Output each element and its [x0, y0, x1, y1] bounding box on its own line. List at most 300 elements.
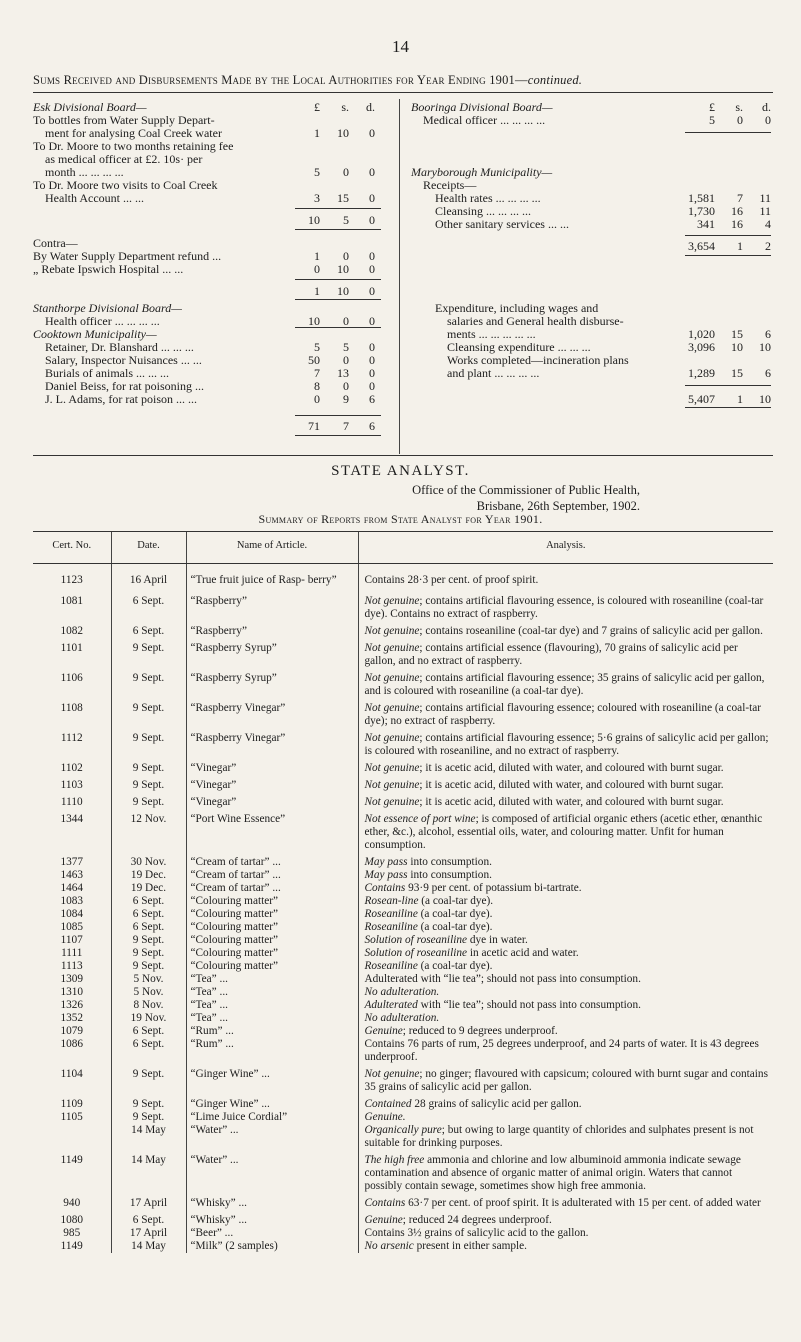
right-entry: Maryborough Municipality—	[411, 165, 553, 179]
analysis-cell	[358, 672, 773, 702]
right-entry: Works completed—incineration plans	[447, 353, 629, 367]
subtotal-rule	[685, 132, 771, 133]
right-amount-d: 10	[759, 340, 771, 354]
date-cell: 6 Sept.	[111, 908, 186, 921]
article-cell: “Port Wine Essence”	[186, 813, 358, 856]
analysis-cell	[358, 762, 773, 779]
analysis-text: ; but owing to large quantity of chlorides and sulphates present is not suitable for drinking purposes.	[364, 1124, 754, 1149]
left-amount-d: 0	[369, 213, 375, 227]
cert-cell: 1081	[60, 595, 84, 607]
table-row	[33, 762, 773, 779]
article-cell: “Colouring matter”	[186, 934, 358, 947]
analysis-verdict: May pass	[364, 856, 408, 868]
article-cell: “Rum” ...	[186, 1038, 358, 1068]
analysis-text: ; it is acetic acid, diluted with water, and coloured with burnt sugar.	[419, 762, 724, 774]
date-cell: 9 Sept.	[111, 934, 186, 947]
right-amount-p: 3,654	[688, 239, 715, 253]
analysis-cell	[358, 796, 773, 813]
analysis-cell	[358, 960, 773, 973]
left-amount-s: 0	[343, 353, 349, 367]
cert-cell: 1086	[60, 1038, 84, 1050]
header-analysis: Analysis.	[358, 532, 773, 564]
office-address	[0, 482, 640, 514]
date-cell: 19 Nov.	[111, 1012, 186, 1025]
analysis-cell	[358, 625, 773, 642]
analysis-cell	[358, 702, 773, 732]
date-cell: 9 Sept.	[111, 732, 186, 762]
cert-cell: 1352	[60, 1012, 84, 1024]
analysis-verdict: Not essence of port wine	[364, 813, 476, 825]
analysis-text: into consumption.	[407, 869, 492, 881]
cert-cell: 1105	[60, 1111, 83, 1123]
analysis-text: (a coal-tar dye).	[417, 908, 493, 920]
analysis-verdict: Not genuine	[364, 595, 420, 607]
left-amount-d: 0	[369, 249, 375, 263]
right-amount-d: 11	[759, 204, 771, 218]
analysis-verdict: Genuine	[364, 1214, 403, 1226]
right-amount-p: 1,730	[688, 204, 715, 218]
left-amount-s: 0	[343, 165, 349, 179]
analysis-cell	[358, 1068, 773, 1098]
left-entry: Daniel Beiss, for rat poisoning ...	[45, 379, 204, 393]
analysis-text: (a coal-tar dye).	[417, 921, 493, 933]
analysis-text: Adulterated with “lie tea”; should not pass into consumption.	[364, 973, 641, 985]
right-amount-p: £	[709, 100, 715, 114]
table-row	[33, 1154, 773, 1197]
date-cell: 17 April	[111, 1227, 186, 1240]
analysis-text: ; contains artificial flavouring essence; 5·6 grains of salicylic acid per gallon; is coloured with roseaniline, and no extract of raspberry.	[364, 732, 769, 757]
left-amount-d: 0	[369, 165, 375, 179]
cert-cell: 1111	[61, 947, 83, 959]
left-amount-s: 5	[343, 340, 349, 354]
analysis-verdict: Not genuine	[364, 762, 420, 774]
date-cell: 6 Sept.	[111, 1214, 186, 1227]
left-amount-d: 6	[369, 419, 375, 433]
article-cell: “Raspberry Vinegar”	[186, 732, 358, 762]
right-amount-s: 0	[737, 113, 743, 127]
analysis-text: ; it is acetic acid, diluted with water, and coloured with burnt sugar.	[419, 779, 724, 791]
analysis-text: (a coal-tar dye).	[417, 960, 493, 972]
table-header	[33, 532, 773, 564]
table-row	[33, 1197, 773, 1214]
financial-bottom-rule	[33, 455, 773, 456]
article-cell: “Tea” ...	[186, 986, 358, 999]
left-amount-s: 0	[343, 249, 349, 263]
left-amount-d: 0	[369, 366, 375, 380]
analysis-text: ; contains artificial essence (flavouring), 70 grains of salicylic acid per gallon, and no extract of raspberry.	[364, 642, 738, 667]
analysis-cell	[358, 1124, 773, 1154]
article-cell: “Water” ...	[186, 1124, 358, 1154]
cert-cell: 985	[63, 1227, 81, 1239]
table-row	[33, 1025, 773, 1038]
analysis-verdict: Contains	[364, 1197, 406, 1209]
analysis-verdict: Rosean-line	[364, 895, 419, 907]
article-cell: “Tea” ...	[186, 999, 358, 1012]
left-entry: Health officer ... ... ... ...	[45, 314, 160, 328]
article-cell: “Vinegar”	[186, 762, 358, 779]
analysis-cell	[358, 779, 773, 796]
date-cell: 16 April	[111, 564, 186, 596]
analysis-verdict: Not genuine	[364, 625, 420, 637]
left-amount-p: 3	[314, 191, 320, 205]
table-row	[33, 702, 773, 732]
left-amount-p: 1	[314, 284, 320, 298]
table-row	[33, 1038, 773, 1068]
analysis-verdict: Roseaniline	[364, 921, 418, 933]
cert-cell: 1463	[60, 869, 84, 881]
left-entry: month ... ... ... ...	[45, 165, 124, 179]
left-amount-p: 50	[308, 353, 320, 367]
analysis-cell	[358, 895, 773, 908]
table-row	[33, 813, 773, 856]
analysis-text: (a coal-tar dye).	[418, 895, 494, 907]
right-amount-p: 3,096	[688, 340, 715, 354]
analysis-cell	[358, 1197, 773, 1214]
right-entry: Booringa Divisional Board—	[411, 100, 553, 114]
table-row	[33, 895, 773, 908]
state-analyst-title: STATE ANALYST.	[331, 463, 470, 479]
cert-cell: 1113	[60, 960, 83, 972]
article-cell: “Whisky” ...	[186, 1197, 358, 1214]
cert-cell: 1310	[60, 986, 84, 998]
cert-cell: 1377	[60, 856, 84, 868]
date-cell: 6 Sept.	[111, 921, 186, 934]
right-entry: Cleansing expenditure ... ... ...	[447, 340, 591, 354]
date-cell: 30 Nov.	[111, 856, 186, 869]
table-row	[33, 732, 773, 762]
table-row	[33, 642, 773, 672]
left-entry: Cooktown Municipality—	[33, 327, 157, 341]
heading-continued: continued.	[527, 73, 583, 87]
article-cell: “Raspberry Syrup”	[186, 672, 358, 702]
analyst-table	[33, 531, 773, 1253]
right-entry: and plant ... ... ... ...	[447, 366, 540, 380]
analysis-text: Contains 76 parts of rum, 25 degrees underproof, and 24 parts of water. It is 43 degrees underproof.	[364, 1038, 759, 1063]
page-heading	[33, 73, 773, 88]
article-cell: “Colouring matter”	[186, 908, 358, 921]
right-amount-s: 16	[731, 217, 743, 231]
date-cell: 19 Dec.	[111, 882, 186, 895]
article-cell: “Tea” ...	[186, 973, 358, 986]
cert-cell: 1084	[60, 908, 84, 920]
left-amount-s: 5	[343, 213, 349, 227]
left-entry: To Dr. Moore two visits to Coal Creek	[33, 178, 218, 192]
right-amount-s: 15	[731, 366, 743, 380]
analysis-text: ; no ginger; flavoured with capsicum; coloured with burnt sugar and contains 35 grains of salicylic acid per gallon.	[364, 1068, 768, 1093]
analysis-verdict: Solution of roseaniline	[364, 947, 468, 959]
analysis-cell	[358, 869, 773, 882]
analysis-text: ; reduced to 9 degrees underproof.	[402, 1025, 558, 1037]
table-row	[33, 625, 773, 642]
analysis-cell	[358, 856, 773, 869]
analysis-text: dye in water.	[467, 934, 528, 946]
date-cell: 6 Sept.	[111, 595, 186, 625]
cert-cell: 1123	[60, 574, 83, 586]
right-amount-d: 4	[765, 217, 771, 231]
article-cell: “Colouring matter”	[186, 960, 358, 973]
left-amount-p: 10	[308, 213, 320, 227]
right-entry: Cleansing ... ... ... ...	[435, 204, 531, 218]
financial-section	[33, 99, 773, 459]
left-amount-p: 7	[314, 366, 320, 380]
cert-cell: 1149	[60, 1154, 83, 1166]
article-cell: “Whisky” ...	[186, 1214, 358, 1227]
left-entry: „ Rebate Ipswich Hospital ... ...	[33, 262, 184, 276]
left-entry: Stanthorpe Divisional Board—	[33, 301, 182, 315]
date-cell: 14 May	[111, 1240, 186, 1253]
right-amount-p: 5,407	[688, 392, 715, 406]
left-amount-s: 9	[343, 392, 349, 406]
left-amount-s: 13	[337, 366, 349, 380]
table-row	[33, 1124, 773, 1154]
left-entry: By Water Supply Department refund ...	[33, 249, 222, 263]
cert-cell: 1080	[60, 1214, 84, 1226]
left-amount-p: 0	[314, 392, 320, 406]
subtotal-rule	[685, 235, 771, 236]
date-cell: 6 Sept.	[111, 1038, 186, 1068]
analysis-verdict: No adulteration.	[364, 986, 440, 998]
right-amount-s: 10	[731, 340, 743, 354]
analysis-verdict: Not genuine	[364, 672, 420, 684]
right-entry: Medical officer ... ... ... ...	[423, 113, 546, 127]
left-amount-s: 0	[343, 314, 349, 328]
article-cell: “Cream of tartar” ...	[186, 856, 358, 869]
article-cell: “Raspberry Syrup”	[186, 642, 358, 672]
date-cell: 8 Nov.	[111, 999, 186, 1012]
analysis-verdict: Genuine.	[364, 1111, 406, 1123]
table-row	[33, 1240, 773, 1253]
analysis-cell	[358, 813, 773, 856]
left-amount-p: 1	[314, 126, 320, 140]
left-entry: Health Account ... ...	[45, 191, 144, 205]
table-row	[33, 796, 773, 813]
article-cell: “Ginger Wine” ...	[186, 1068, 358, 1098]
subtotal-rule	[295, 279, 381, 280]
left-entry: as medical officer at £2. 10s· per	[45, 152, 203, 166]
analysis-text: 63·7 per cent. of proof spirit. It is adulterated with 15 per cent. of added water	[405, 1197, 761, 1209]
analysis-verdict: Solution of roseaniline	[364, 934, 468, 946]
cert-cell: 1109	[60, 1098, 83, 1110]
article-cell: “Raspberry”	[186, 625, 358, 642]
analysis-cell	[358, 973, 773, 986]
article-cell: “Vinegar”	[186, 779, 358, 796]
right-entry: Other sanitary services ... ...	[435, 217, 569, 231]
analysis-cell	[358, 1240, 773, 1253]
analysis-text: with “lie tea”; should not pass into consumption.	[417, 999, 641, 1011]
date-cell: 9 Sept.	[111, 947, 186, 960]
cert-cell: 1083	[60, 895, 84, 907]
date-cell: 9 Sept.	[111, 702, 186, 732]
right-amount-s: 16	[731, 204, 743, 218]
table-row	[33, 1068, 773, 1098]
right-amount-d: 6	[765, 366, 771, 380]
analysis-cell	[358, 1227, 773, 1240]
header-article: Name of Article.	[186, 532, 358, 564]
article-cell: “Tea” ...	[186, 1012, 358, 1025]
date-cell: 9 Sept.	[111, 1098, 186, 1111]
analysis-text: Contains 28·3 per cent. of proof spirit.	[364, 574, 539, 586]
left-entry: Esk Divisional Board—	[33, 100, 147, 114]
date-cell: 9 Sept.	[111, 762, 186, 779]
analysis-verdict: Not genuine	[364, 642, 420, 654]
date-cell: 19 Dec.	[111, 869, 186, 882]
analysis-verdict: Organically pure	[364, 1124, 442, 1136]
left-amount-p: 5	[314, 165, 320, 179]
left-entry: To Dr. Moore to two months retaining fee	[33, 139, 234, 153]
table-row	[33, 1111, 773, 1124]
right-amount-p: 341	[697, 217, 715, 231]
date-cell: 5 Nov.	[111, 986, 186, 999]
cert-cell: 1108	[60, 702, 83, 714]
analysis-cell	[358, 642, 773, 672]
cert-cell: 1106	[60, 672, 83, 684]
right-entry: ments ... ... ... ... ...	[447, 327, 536, 341]
analysis-cell	[358, 1111, 773, 1124]
table-row	[33, 960, 773, 973]
cert-cell: 1104	[60, 1068, 83, 1080]
cert-cell: 1079	[60, 1025, 84, 1037]
article-cell: “Ginger Wine” ...	[186, 1098, 358, 1111]
analysis-cell	[358, 908, 773, 921]
article-cell: “True fruit juice of Rasp- berry”	[186, 564, 358, 596]
right-amount-p: 1,581	[688, 191, 715, 205]
analysis-verdict: No arsenic	[364, 1240, 414, 1252]
analysis-verdict: Contains	[364, 882, 406, 894]
analysis-text: into consumption.	[407, 856, 492, 868]
date-cell: 9 Sept.	[111, 642, 186, 672]
article-cell: “Colouring matter”	[186, 921, 358, 934]
office-line-1: Office of the Commissioner of Public Health,	[412, 483, 640, 497]
left-entry: Retainer, Dr. Blanshard ... ... ...	[45, 340, 194, 354]
article-cell: “Rum” ...	[186, 1025, 358, 1038]
cert-cell: 1101	[60, 642, 83, 654]
left-amount-p: 8	[314, 379, 320, 393]
analysis-verdict: Contained	[364, 1098, 412, 1110]
subtotal-rule	[295, 229, 381, 230]
analysis-verdict: Adulterated	[364, 999, 418, 1011]
total-rule	[295, 435, 381, 436]
table-row	[33, 564, 773, 596]
article-cell: “Vinegar”	[186, 796, 358, 813]
analysis-verdict: Not genuine	[364, 796, 420, 808]
left-amount-p: 1	[314, 249, 320, 263]
analysis-cell	[358, 999, 773, 1012]
analysis-text: ; contains artificial flavouring essence, is coloured with roseaniline (coal-tar dye). Contains no extract of raspberry.	[364, 595, 764, 620]
cert-cell: 1464	[60, 882, 84, 894]
article-cell: “Raspberry Vinegar”	[186, 702, 358, 732]
analysis-text: ; contains artificial flavouring essence; 35 grains of salicylic acid per gallon, and is coloured with roseaniline (a coal-tar dye).	[364, 672, 765, 697]
table-row	[33, 1214, 773, 1227]
cert-cell	[33, 1124, 111, 1154]
left-amount-s: 7	[343, 419, 349, 433]
right-amount-d: d.	[762, 100, 771, 114]
left-amount-d: 0	[369, 191, 375, 205]
analysis-cell	[358, 882, 773, 895]
analysis-cell	[358, 732, 773, 762]
article-cell: “Colouring matter”	[186, 895, 358, 908]
left-entry: J. L. Adams, for rat poison ... ...	[45, 392, 197, 406]
analysis-text: ammonia and chlorine and low albuminoid ammonia indicate sewage contamination and absence of organic matter of animal origin. Waters that cannot possibly contain sewage, sometimes show high free ammonia.	[364, 1154, 741, 1192]
heading-rule	[33, 92, 773, 93]
subtotal-rule	[295, 327, 381, 328]
analysis-verdict: May pass	[364, 869, 408, 881]
table-row	[33, 908, 773, 921]
right-amount-d: 11	[759, 191, 771, 205]
table-row	[33, 882, 773, 895]
right-amount-s: 1	[737, 392, 743, 406]
subtotal-rule	[295, 299, 381, 300]
analysis-text: Contains 3½ grains of salicylic acid to the gallon.	[364, 1227, 589, 1239]
cert-cell: 1326	[60, 999, 84, 1011]
left-amount-s: 10	[337, 262, 349, 276]
article-cell: “Water” ...	[186, 1154, 358, 1197]
cert-cell: 940	[63, 1197, 81, 1209]
header-date: Date.	[111, 532, 186, 564]
article-cell: “Lime Juice Cordial”	[186, 1111, 358, 1124]
left-entry: Salary, Inspector Nuisances ... ...	[45, 353, 202, 367]
left-entry: Burials of animals ... ... ...	[45, 366, 169, 380]
analysis-cell	[358, 1154, 773, 1197]
left-amount-s: 10	[337, 126, 349, 140]
table-row	[33, 672, 773, 702]
left-amount-d: 0	[369, 379, 375, 393]
cert-cell: 1309	[60, 973, 84, 985]
article-cell: “Cream of tartar” ...	[186, 882, 358, 895]
analysis-text: ; reduced 24 degrees underproof.	[402, 1214, 552, 1226]
analysis-verdict: Not genuine	[364, 1068, 420, 1080]
analysis-verdict: Genuine	[364, 1025, 403, 1037]
article-cell: “Colouring matter”	[186, 947, 358, 960]
left-amount-p: 0	[314, 262, 320, 276]
summary-title: Summary of Reports from State Analyst for Year 1901.	[258, 512, 543, 526]
analysis-cell	[358, 595, 773, 625]
date-cell: 6 Sept.	[111, 625, 186, 642]
analysis-cell	[358, 1038, 773, 1068]
left-amount-d: 0	[369, 284, 375, 298]
date-cell: 17 April	[111, 1197, 186, 1214]
right-amount-s: 1	[737, 239, 743, 253]
left-amount-d: d.	[366, 100, 375, 114]
left-amount-s: 0	[343, 379, 349, 393]
cert-cell: 1112	[60, 732, 83, 744]
analysis-text: in acetic acid and water.	[467, 947, 579, 959]
analysis-verdict: Roseaniline	[364, 908, 418, 920]
article-cell: “Milk” (2 samples)	[186, 1240, 358, 1253]
date-cell: 6 Sept.	[111, 1025, 186, 1038]
subtotal-rule	[685, 255, 771, 256]
right-entry: salaries and General health disburse-	[447, 314, 624, 328]
date-cell: 9 Sept.	[111, 1111, 186, 1124]
analysis-text: 93·9 per cent. of potassium bi-tartrate.	[405, 882, 582, 894]
cert-cell: 1110	[60, 796, 83, 808]
table-row	[33, 999, 773, 1012]
table-row	[33, 973, 773, 986]
date-cell: 14 May	[111, 1154, 186, 1197]
analysis-verdict: Not genuine	[364, 779, 420, 791]
table-body	[33, 564, 773, 1254]
table-row	[33, 856, 773, 869]
right-amount-s: 15	[731, 327, 743, 341]
article-cell: “Cream of tartar” ...	[186, 869, 358, 882]
left-entry: ment for analysing Coal Creek water	[45, 126, 222, 140]
page-number: 14	[392, 37, 409, 56]
analysis-verdict: Not genuine	[364, 732, 420, 744]
analysis-cell	[358, 564, 773, 596]
table-row	[33, 934, 773, 947]
table-row	[33, 779, 773, 796]
analysis-text: ; contains roseaniline (coal-tar dye) and 7 grains of salicylic acid per gallon.	[419, 625, 763, 637]
right-amount-d: 2	[765, 239, 771, 253]
